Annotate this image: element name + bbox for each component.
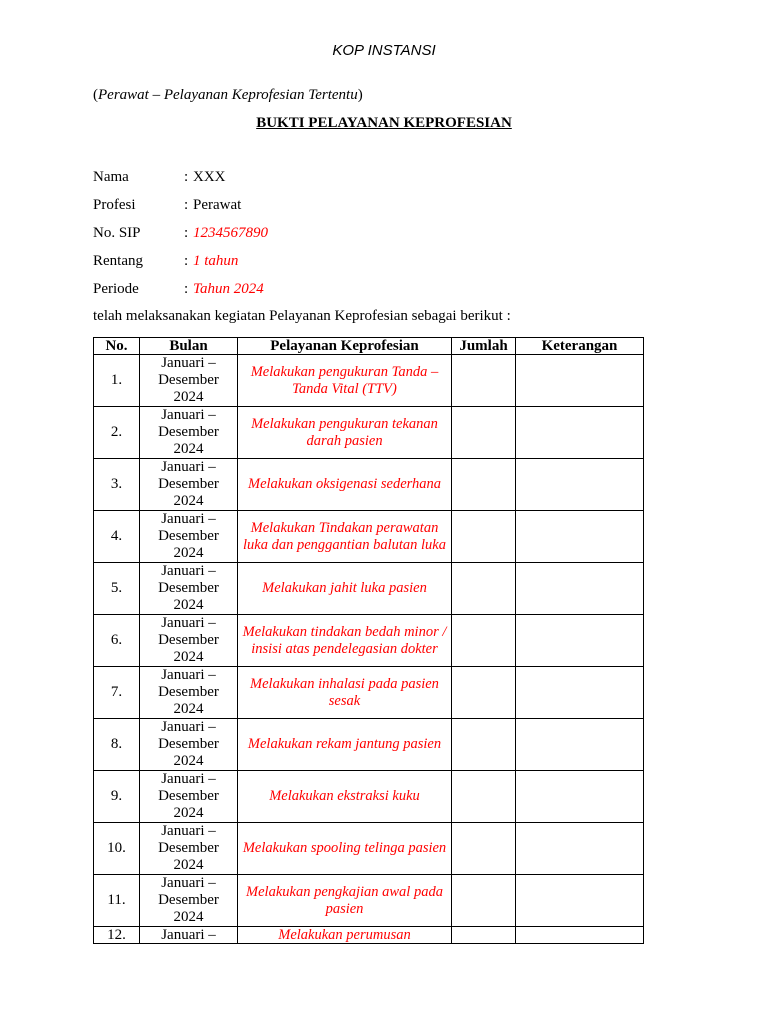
intro-text: telah melaksanakan kegiatan Pelayanan Keprofesian sebagai berikut : — [93, 308, 511, 324]
cell-pelayanan: Melakukan jahit luka pasien — [238, 563, 452, 615]
cell-bulan: Januari – — [140, 927, 238, 944]
field-label: Periode — [93, 281, 139, 297]
cell-pelayanan: Melakukan rekam jantung pasien — [238, 719, 452, 771]
table-header-row — [94, 338, 644, 355]
cell-bulan: Januari – Desember 2024 — [140, 667, 238, 719]
table-row — [94, 771, 644, 823]
table-row — [94, 407, 644, 459]
table-row — [94, 719, 644, 771]
header-jumlah: Jumlah — [452, 338, 516, 355]
cell-pelayanan: Melakukan inhalasi pada pasien sesak — [238, 667, 452, 719]
cell-pelayanan: Melakukan pengukuran Tanda – Tanda Vital (TTV) — [238, 355, 452, 407]
header-keterangan: Keterangan — [516, 338, 644, 355]
cell-jumlah — [452, 875, 516, 927]
table-row — [94, 511, 644, 563]
cell-pelayanan: Melakukan perumusan — [238, 927, 452, 944]
cell-pelayanan: Melakukan ekstraksi kuku — [238, 771, 452, 823]
table-row — [94, 563, 644, 615]
table-row — [94, 615, 644, 667]
cell-pelayanan: Melakukan pengkajian awal pada pasien — [238, 875, 452, 927]
header-bulan: Bulan — [140, 338, 238, 355]
cell-jumlah — [452, 563, 516, 615]
field-colon: : — [184, 169, 189, 185]
cell-keterangan — [516, 719, 644, 771]
cell-no: 4. — [94, 511, 140, 563]
cell-no: 2. — [94, 407, 140, 459]
cell-keterangan — [516, 563, 644, 615]
cell-no: 11. — [94, 875, 140, 927]
subtitle-close-paren: ) — [357, 87, 363, 103]
field-label: Rentang — [93, 253, 143, 269]
cell-jumlah — [452, 615, 516, 667]
field-label: No. SIP — [93, 225, 141, 241]
cell-no: 9. — [94, 771, 140, 823]
cell-jumlah — [452, 667, 516, 719]
cell-keterangan — [516, 771, 644, 823]
field-colon: : — [184, 225, 189, 241]
table-row — [94, 355, 644, 407]
document-title: BUKTI PELAYANAN KEPROFESIAN — [256, 115, 512, 131]
service-table — [93, 337, 644, 944]
cell-keterangan — [516, 615, 644, 667]
cell-pelayanan: Melakukan pengukuran tekanan darah pasien — [238, 407, 452, 459]
field-value: Perawat — [193, 197, 242, 213]
cell-jumlah — [452, 719, 516, 771]
cell-no: 1. — [94, 355, 140, 407]
subtitle-text: Perawat – Pelayanan Keprofesian Tertentu — [98, 87, 358, 103]
header-no: No. — [94, 338, 140, 355]
cell-jumlah — [452, 511, 516, 563]
cell-jumlah — [452, 407, 516, 459]
cell-pelayanan: Melakukan tindakan bedah minor / insisi atas pendelegasian dokter — [238, 615, 452, 667]
cell-pelayanan: Melakukan Tindakan perawatan luka dan penggantian balutan luka — [238, 511, 452, 563]
field-colon: : — [184, 197, 189, 213]
field-value: Tahun 2024 — [193, 281, 264, 297]
subtitle-open-paren: ( — [93, 87, 98, 103]
cell-bulan: Januari – Desember 2024 — [140, 511, 238, 563]
cell-keterangan — [516, 511, 644, 563]
field-colon: : — [184, 253, 189, 269]
table-row — [94, 459, 644, 511]
cell-pelayanan: Melakukan spooling telinga pasien — [238, 823, 452, 875]
cell-bulan: Januari – Desember 2024 — [140, 771, 238, 823]
cell-no: 6. — [94, 615, 140, 667]
document-subtitle — [93, 87, 363, 104]
cell-bulan: Januari – Desember 2024 — [140, 407, 238, 459]
table-row — [94, 823, 644, 875]
cell-no: 3. — [94, 459, 140, 511]
header-pelayanan: Pelayanan Keprofesian — [238, 338, 452, 355]
field-value: 1 tahun — [193, 253, 239, 269]
cell-pelayanan: Melakukan oksigenasi sederhana — [238, 459, 452, 511]
cell-bulan: Januari – Desember 2024 — [140, 719, 238, 771]
cell-keterangan — [516, 927, 644, 944]
table-row — [94, 667, 644, 719]
cell-jumlah — [452, 927, 516, 944]
cell-keterangan — [516, 875, 644, 927]
cell-keterangan — [516, 407, 644, 459]
cell-jumlah — [452, 355, 516, 407]
cell-bulan: Januari – Desember 2024 — [140, 875, 238, 927]
field-colon: : — [184, 281, 189, 297]
field-value: XXX — [193, 169, 226, 185]
kop-instansi: KOP INSTANSI — [332, 42, 436, 59]
field-label: Profesi — [93, 197, 136, 213]
table-row — [94, 927, 644, 944]
field-label: Nama — [93, 169, 129, 185]
table-row — [94, 875, 644, 927]
cell-bulan: Januari – Desember 2024 — [140, 563, 238, 615]
cell-keterangan — [516, 459, 644, 511]
cell-bulan: Januari – Desember 2024 — [140, 823, 238, 875]
cell-bulan: Januari – Desember 2024 — [140, 615, 238, 667]
cell-bulan: Januari – Desember 2024 — [140, 459, 238, 511]
cell-keterangan — [516, 355, 644, 407]
cell-bulan: Januari – Desember 2024 — [140, 355, 238, 407]
cell-no: 12. — [94, 927, 140, 944]
cell-jumlah — [452, 459, 516, 511]
cell-no: 7. — [94, 667, 140, 719]
cell-jumlah — [452, 771, 516, 823]
field-value: 1234567890 — [193, 225, 268, 241]
cell-jumlah — [452, 823, 516, 875]
cell-no: 5. — [94, 563, 140, 615]
cell-keterangan — [516, 667, 644, 719]
cell-no: 10. — [94, 823, 140, 875]
cell-no: 8. — [94, 719, 140, 771]
cell-keterangan — [516, 823, 644, 875]
